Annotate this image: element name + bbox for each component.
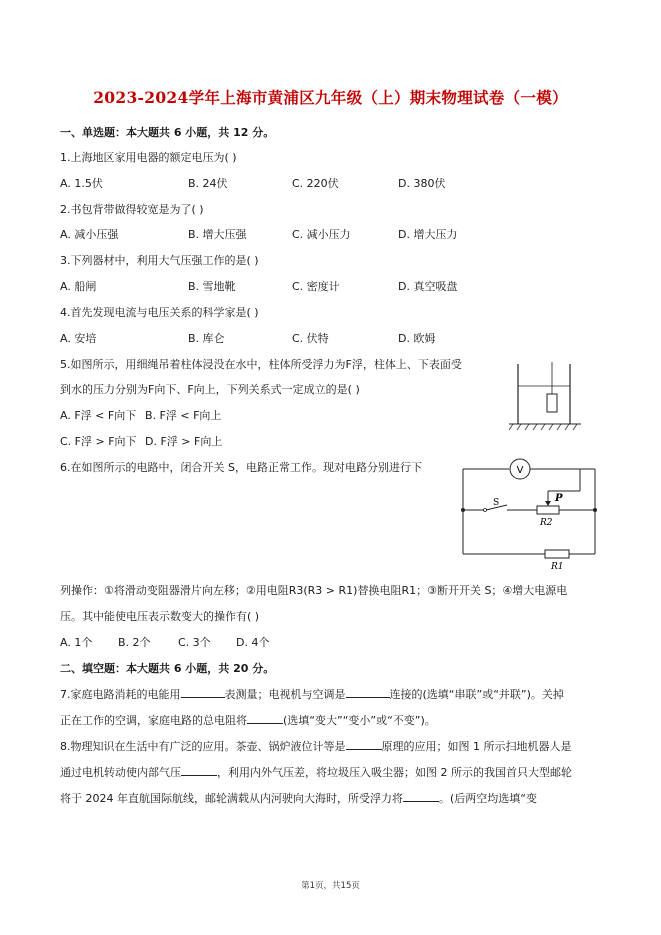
q8-blank-1[interactable]: [346, 739, 382, 750]
q4-stem: 4.首先发现电流与电压关系的科学家是( ): [60, 306, 259, 319]
q6-stem-line3: 压。其中能使电压表示数变大的操作有( ): [60, 610, 260, 623]
q1-option-b: B. 24伏: [188, 177, 228, 190]
q5-stem-line2: 到水的压力分别为F向下、F向上，下列关系式一定成立的是( ): [60, 383, 360, 396]
q7-blank-2[interactable]: [346, 687, 390, 698]
q2-option-a: A. 减小压强: [60, 228, 119, 241]
q6-option-c: C. 3个: [178, 636, 211, 649]
slider-label: P: [555, 493, 563, 504]
q7-blank-3[interactable]: [247, 713, 283, 724]
q8-text-2: 原理的应用；如图 1 所示扫地机器人是: [381, 740, 572, 753]
q7-blank-1[interactable]: [181, 687, 225, 698]
q3-option-c: C. 密度计: [292, 280, 340, 293]
section-1-heading: 一、单选题：本大题共 6 小题，共 12 分。: [60, 126, 275, 139]
slider-arrow: [545, 501, 551, 506]
q4-option-c: C. 伏特: [292, 332, 329, 345]
q2-option-d: D. 增大压力: [398, 228, 458, 241]
q5-stem-line1: 5.如图所示，用细绳吊着柱体浸没在水中，柱体所受浮力为F浮，柱体上、下表面受: [60, 358, 462, 371]
q2-option-c: C. 减小压力: [292, 228, 351, 241]
q1-stem: 1.上海地区家用电器的额定电压为( ): [60, 151, 237, 164]
q5-option-c: C. F浮 > F向下: [60, 435, 137, 448]
q1-option-d: D. 380伏: [398, 177, 446, 190]
r1-label: R1: [551, 562, 564, 570]
q8-text-6: 。(后两空均选填“变: [439, 792, 537, 805]
q7-text-2: 表测量；电视机与空调是: [224, 688, 346, 701]
q8-blank-2[interactable]: [181, 765, 217, 776]
submerged-cylinder: [547, 394, 557, 412]
q6-option-d: D. 4个: [236, 636, 270, 649]
voltmeter-label: V: [516, 465, 524, 476]
q6-circuit-figure: [455, 455, 605, 570]
q8-line2: [60, 764, 572, 780]
q8-blank-3[interactable]: [403, 791, 439, 802]
q1-option-c: C. 220伏: [292, 177, 339, 190]
q5-beaker-figure: [505, 358, 585, 436]
q6-stem-line1: 6.在如图所示的电路中，闭合开关 S，电路正常工作。现对电路分别进行下: [60, 461, 422, 474]
q3-option-b: B. 雪地靴: [188, 280, 236, 293]
resistor-r1: [545, 550, 569, 558]
q2-option-b: B. 增大压强: [188, 228, 247, 241]
ground-hatching: [509, 424, 577, 430]
q2-stem: 2.书包背带做得较宽是为了( ): [60, 203, 204, 216]
q8-text-3: 通过电机转动使内部气压: [60, 766, 181, 779]
q7-text-5: (选填“变大”“变小”或“不变”)。: [283, 714, 436, 727]
q4-option-a: A. 安培: [60, 332, 97, 345]
exam-title: 2023-2024学年上海市黄浦区九年级（上）期末物理试卷（一模）: [93, 88, 568, 107]
q6-option-b: B. 2个: [118, 636, 151, 649]
q5-option-b: B. F浮 < F向上: [145, 409, 222, 422]
q8-text-1: 8.物理知识在生活中有广泛的应用。茶壶、锅炉液位计等是: [60, 740, 346, 753]
q8-line1: [60, 738, 572, 754]
q5-option-a: A. F浮 < F向下: [60, 409, 137, 422]
q7-text-4: 正在工作的空调，家庭电路的总电阻将: [60, 714, 247, 727]
q7-text-3: 连接的(选填“串联”或“并联”)。关掉: [389, 688, 564, 701]
q3-stem: 3.下列器材中，利用大气压强工作的是( ): [60, 254, 259, 267]
q8-text-5: 将于 2024 年直航国际航线，邮轮满载从内河驶向大海时，所受浮力将: [60, 792, 403, 805]
q4-option-b: B. 库仑: [188, 332, 225, 345]
q3-option-a: A. 船闸: [60, 280, 97, 293]
q1-option-a: A. 1.5伏: [60, 177, 103, 190]
rheostat-r2: [537, 506, 559, 514]
q8-text-4: ，利用内外气压差，将垃圾压入吸尘器；如图 2 所示的我国首只大型邮轮: [217, 766, 572, 779]
q7-text-1: 7.家庭电路消耗的电能用: [60, 688, 181, 701]
q7-line2: [60, 712, 436, 728]
switch-label: S: [493, 498, 500, 508]
q5-option-d: D. F浮 > F向上: [145, 435, 223, 448]
section-2-heading: 二、填空题：本大题共 6 小题，共 20 分。: [60, 662, 275, 675]
q7-line1: [60, 686, 564, 702]
page-footer: 第1页，共15页: [301, 881, 360, 891]
q6-option-a: A. 1个: [60, 636, 93, 649]
q6-stem-line2: 列操作：①将滑动变阻器滑片向左移；②用电阻R3(R3 > R1)替换电阻R1；③断开开关 S；④增大电源电: [60, 584, 568, 597]
q4-option-d: D. 欧姆: [398, 332, 436, 345]
q3-option-d: D. 真空吸盘: [398, 280, 458, 293]
r2-label: R2: [540, 518, 553, 528]
q8-line3: [60, 790, 537, 806]
